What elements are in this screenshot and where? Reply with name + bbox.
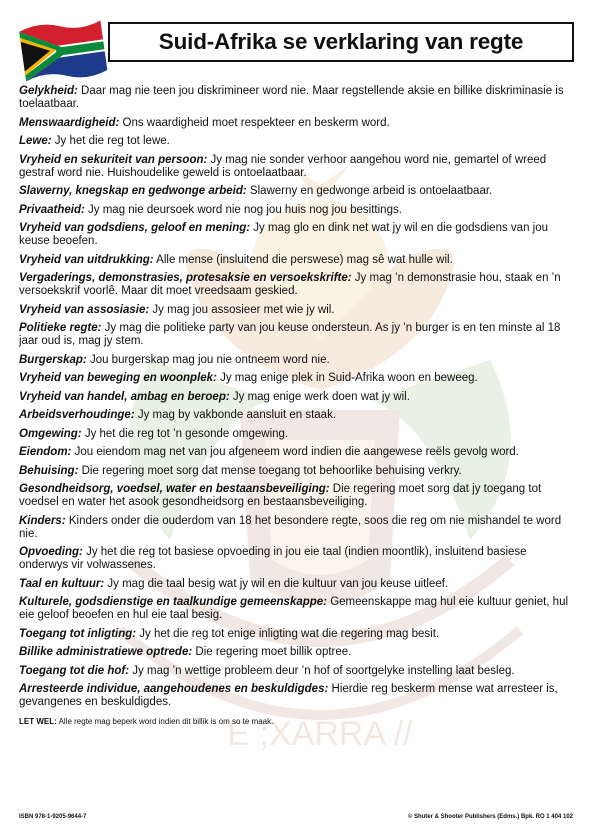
right-text: Jou eiendom mag net van jou afgeneem word indien die aangewese reëls gevolg word.	[71, 446, 519, 458]
let-wel-label: LET WEL:	[19, 717, 57, 726]
right-name: Toegang tot inligting:	[19, 627, 137, 640]
right-name: Politieke regte:	[19, 322, 102, 334]
right-item	[19, 354, 575, 367]
right-item	[19, 304, 575, 317]
right-item	[19, 204, 575, 217]
title-box	[108, 22, 574, 62]
right-name: Taal en kultuur:	[19, 577, 105, 590]
south-african-flag-icon	[18, 14, 108, 84]
right-item	[19, 154, 575, 180]
right-item	[19, 428, 575, 441]
right-item	[19, 85, 575, 111]
right-text: Die regering moet sorg dat mense toegang tot behoorlike behuising verkry.	[78, 464, 462, 477]
let-wel-note	[19, 717, 575, 727]
right-name: Billike administratiewe optrede:	[19, 646, 193, 658]
right-text: Jy mag ’n demonstrasie hou, staak en ’n versoekskrif voorlê. Maar dit moet vreedsaam geskied.	[19, 272, 561, 297]
right-text: Slawerny en gedwonge arbeid is ontoelaatbaar.	[246, 185, 493, 197]
right-text: Jy mag die taal besig wat jy wil en die kultuur van jou keuse uitleef.	[104, 577, 449, 590]
right-item	[19, 446, 575, 459]
right-name: Opvoeding:	[19, 546, 83, 558]
right-name: Toegang tot die hof:	[19, 664, 130, 677]
right-text: Jy het die reg tot enige inligting wat die regering mag besit.	[136, 627, 440, 640]
right-text: Jy mag enige plek in Suid-Afrika woon en beweeg.	[216, 372, 478, 384]
right-name: Gesondheidsorg, voedsel, water en bestaansbeveiliging:	[19, 483, 330, 495]
right-item	[19, 596, 575, 622]
right-text: Jy mag nie deursoek word nie nog jou huis nog jou besittings.	[84, 203, 402, 216]
right-item	[19, 135, 575, 148]
right-item	[19, 254, 575, 267]
right-name: Behuising:	[19, 464, 79, 477]
right-name: Burgerskap:	[19, 353, 87, 366]
right-name: Lewe:	[19, 135, 52, 147]
right-text: Die regering moet sorg dat jy toegang tot voedsel en water het asook gesondheidsorg en bestaansbeveiliging.	[19, 483, 542, 508]
right-name: Slawerny, knegskap en gedwonge arbeid:	[19, 185, 247, 197]
right-text: Jy mag glo en dink net wat jy wil en die godsdiens van jou keuse beoefen.	[19, 222, 549, 247]
right-text: Jy mag die politieke party van jou keuse ondersteun. As jy ’n burger is en ten minste al 18 jaar oud is, mag jy stem.	[19, 322, 561, 347]
right-item	[19, 409, 575, 422]
right-name: Eiendom:	[19, 446, 72, 458]
right-name: Vryheid van beweging en woonplek:	[19, 372, 217, 384]
right-name: Vryheid van godsdiens, geloof en mening:	[19, 222, 251, 234]
right-item	[19, 465, 575, 478]
right-text: Die regering moet billik optree.	[192, 646, 352, 658]
watermark-motto: E ;XARRA //	[227, 715, 413, 753]
right-name: Vergaderings, demonstrasies, protesaksie en versoekskrifte:	[19, 272, 352, 284]
right-item	[19, 646, 575, 659]
rights-list	[19, 85, 575, 727]
right-text: Kinders onder die ouderdom van 18 het besondere regte, soos die reg om nie mishandel te word nie.	[19, 514, 562, 540]
right-item	[19, 322, 575, 348]
right-name: Arresteerde individue, aangehoudenes en beskuldigdes:	[19, 683, 329, 695]
right-text: Jy het die reg tot ’n gesonde omgewing.	[81, 427, 289, 440]
isbn: ISBN 978-1-9205-9644-7	[19, 814, 87, 820]
right-text: Ons waardigheid moet respekteer en beskerm word.	[119, 116, 390, 129]
right-text: Alle mense (insluitend die perswese) mag sê wat hulle wil.	[153, 253, 453, 266]
let-wel-text: Alle regte mag beperk word indien dit billik is om so te maak.	[56, 717, 274, 726]
right-text: Gemeenskappe mag hul eie kultuur geniet, hul eie geloof beoefen en hul eie taal besig.	[19, 596, 569, 621]
right-name: Menswaardigheid:	[19, 116, 120, 129]
right-name: Kinders:	[19, 514, 66, 527]
right-text: Jy mag nie sonder verhoor aangehou word nie, gemartel of wreed gestraf word nie. Huishoudelike geweld is ontoelaatbaar.	[19, 153, 547, 179]
right-item	[19, 185, 575, 198]
right-item	[19, 483, 575, 509]
right-item	[19, 117, 575, 130]
right-name: Vryheid van assosiasie:	[19, 303, 150, 316]
right-item	[19, 665, 575, 678]
right-text: Jy mag ’n wettige probleem deur ’n hof of soortgelyke instelling laat besleg.	[129, 664, 515, 677]
right-item	[19, 515, 575, 541]
right-text: Jy mag jou assosieer met wie jy wil.	[149, 303, 335, 316]
right-text: Jy mag by vakbonde aansluit en staak.	[134, 409, 337, 421]
right-name: Arbeidsverhoudinge:	[19, 409, 135, 421]
right-item	[19, 272, 575, 298]
right-item	[19, 391, 575, 404]
publisher-credit: © Shuter & Shooter Publishers (Edms.) Bpk. RO 1 404 102	[407, 814, 573, 820]
right-name: Gelykheid:	[19, 85, 78, 97]
right-item	[19, 222, 575, 248]
right-name: Vryheid van handel, ambag en beroep:	[19, 390, 230, 403]
right-text: Hierdie reg beskerm mense wat arresteer is, gevangenes en beskuldigdes.	[19, 683, 558, 708]
right-item	[19, 578, 575, 591]
right-text: Jy het die reg tot lewe.	[51, 135, 170, 147]
right-name: Omgewing:	[19, 427, 82, 440]
right-item	[19, 546, 575, 572]
right-item	[19, 628, 575, 641]
right-name: Kulturele, godsdienstige en taalkundige gemeenskappe:	[19, 596, 328, 608]
right-text: Daar mag nie teen jou diskrimineer word nie. Maar regstellende aksie en billike diskriminasie is toelaatbaar.	[19, 85, 564, 110]
right-name: Vryheid van uitdrukking:	[19, 253, 154, 266]
page-title: Suid-Afrika se verklaring van regte	[158, 29, 524, 54]
right-item	[19, 372, 575, 385]
right-text: Jy het die reg tot basiese opvoeding in jou eie taal (indien moontlik), insluitend basiese onderwys vir volwassenes.	[19, 546, 527, 571]
right-text: Jy mag enige werk doen wat jy wil.	[229, 390, 410, 403]
right-name: Privaatheid:	[19, 203, 85, 216]
right-text: Jou burgerskap mag jou nie ontneem word nie.	[86, 353, 330, 366]
right-name: Vryheid en sekuriteit van persoon:	[19, 153, 208, 166]
right-item	[19, 683, 575, 709]
